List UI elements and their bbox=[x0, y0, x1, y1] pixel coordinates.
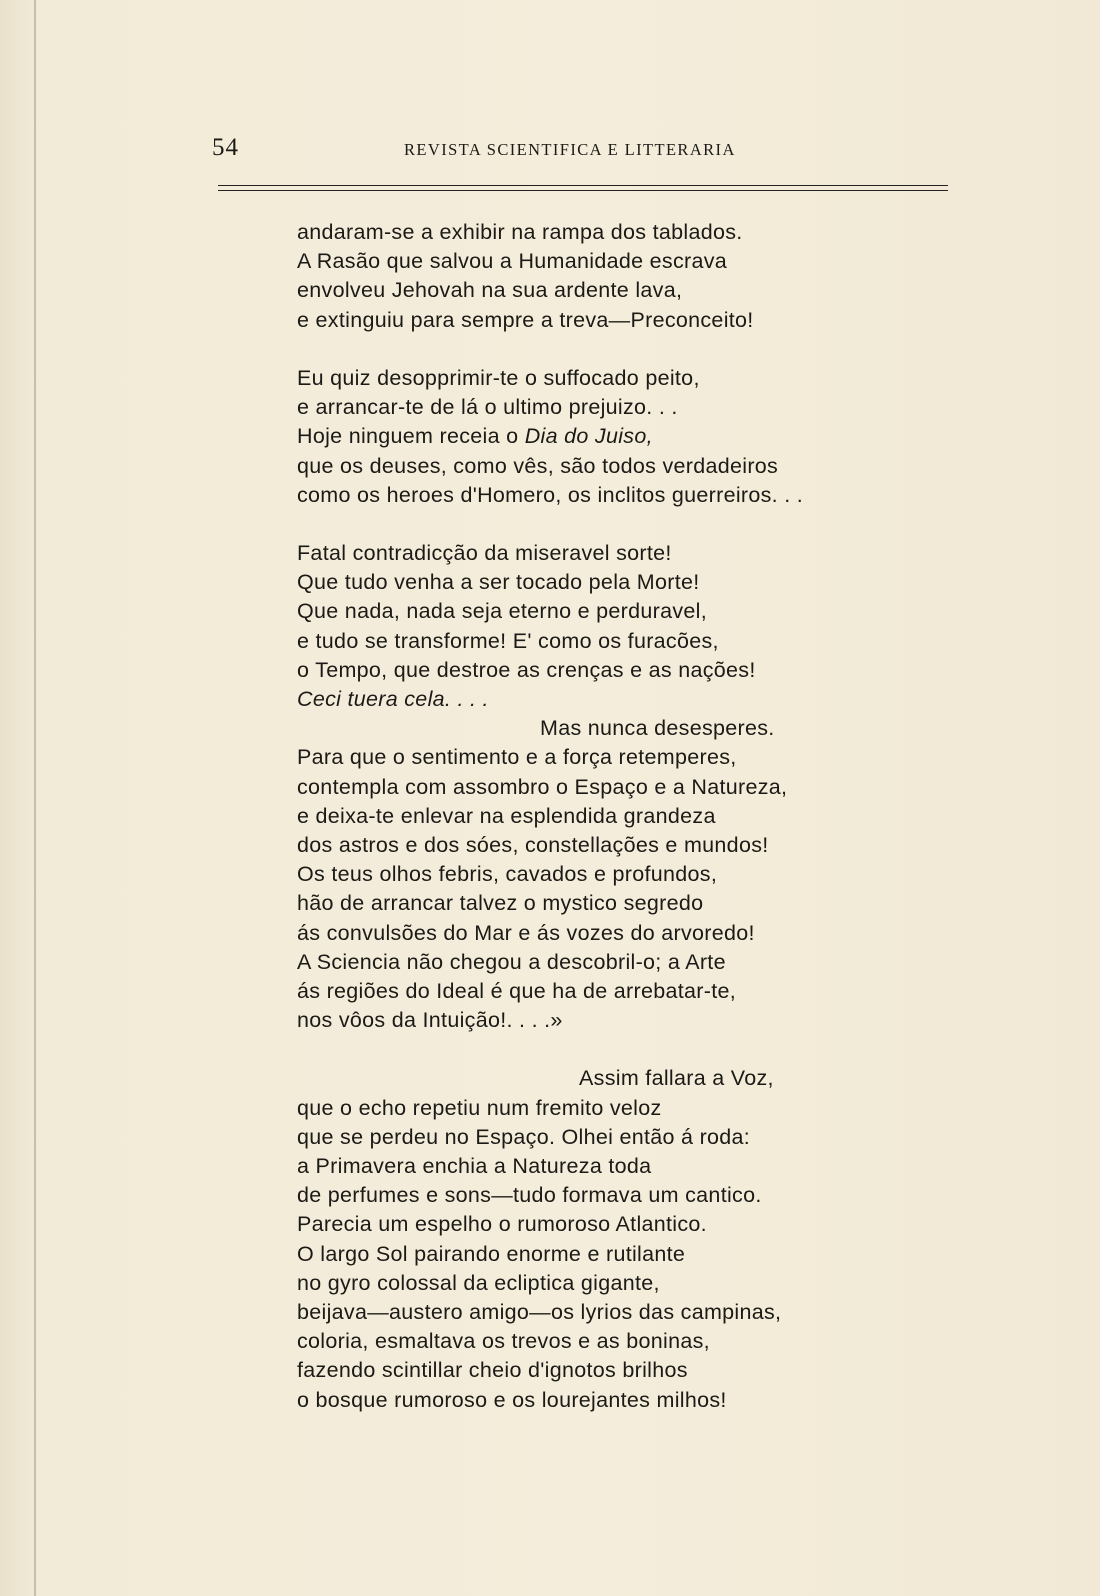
stanza-break bbox=[297, 335, 857, 364]
poem-line: Parecia um espelho o rumoroso Atlantico. bbox=[297, 1212, 707, 1237]
poem-line-indented: Assim fallara a Voz, bbox=[579, 1066, 774, 1091]
poem-line: Fatal contradicção da miseravel sorte! bbox=[297, 541, 672, 566]
page-number: 54 bbox=[212, 134, 239, 161]
poem-line-indented: Mas nunca desesperes. bbox=[540, 716, 775, 741]
poem-line: de perfumes e sons—tudo formava um cantico. bbox=[297, 1183, 762, 1208]
poem-line: envolveu Jehovah na sua ardente lava, bbox=[297, 278, 683, 303]
poem-line: no gyro colossal da ecliptica gigante, bbox=[297, 1270, 660, 1295]
poem-line: o bosque rumoroso e os lourejantes milhos! bbox=[297, 1387, 727, 1412]
poem-line: nos vôos da Intuição!. . . .» bbox=[297, 1008, 563, 1033]
poem-line: e tudo se transforme! E' como os furacões, bbox=[297, 628, 719, 653]
poem-line: A Sciencia não chegou a descobril-o; a Arte bbox=[297, 949, 726, 974]
poem-line-italic: Ceci tuera cela. . . . bbox=[297, 687, 489, 711]
poem-line: Que tudo venha a ser tocado pela Morte! bbox=[297, 570, 700, 595]
poem-line: O largo Sol pairando enorme e rutilante bbox=[297, 1241, 686, 1266]
poem-line: Os teus olhos febris, cavados e profundos, bbox=[297, 862, 718, 887]
poem-line: e arrancar-te de lá o ultimo prejuizo. . . bbox=[297, 395, 678, 420]
italic-phrase: Dia do Juiso, bbox=[524, 424, 653, 449]
header-rule-top bbox=[218, 185, 948, 186]
poem-line: a Primavera enchia a Natureza toda bbox=[297, 1154, 652, 1178]
poem-line: fazendo scintillar cheio d'ignotos brilhos bbox=[297, 1358, 688, 1383]
poem-line: que se perdeu no Espaço. Olhei então á roda: bbox=[297, 1124, 751, 1149]
poem-line: Que nada, nada seja eterno e perduravel, bbox=[297, 599, 708, 624]
poem-line: ás regiões do Ideal é que ha de arrebatar-te, bbox=[297, 978, 737, 1003]
poem-line: Eu quiz desopprimir-te o suffocado peito, bbox=[297, 365, 700, 390]
poem-line: o Tempo, que destroe as crenças e as nações! bbox=[297, 657, 756, 682]
poem-line: que o echo repetiu num fremito veloz bbox=[297, 1095, 662, 1120]
poem-line: e deixa-te enlevar na esplendida grandeza bbox=[297, 803, 716, 828]
poem-line: que os deuses, como vês, são todos verdadeiros bbox=[297, 453, 779, 478]
header-rule-bottom bbox=[218, 190, 948, 191]
page-header bbox=[212, 134, 948, 164]
poem-line: como os heroes d'Homero, os inclitos guerreiros. . . bbox=[297, 482, 804, 507]
poem-line: dos astros e dos sóes, constellações e mundos! bbox=[297, 832, 769, 857]
poem-line bbox=[297, 422, 857, 451]
poem-line: andaram-se a exhibir na rampa dos tablados. bbox=[297, 220, 743, 244]
running-title: REVISTA SCIENTIFICA E LITTERARIA bbox=[404, 140, 736, 159]
poem-line: ás convulsões do Mar e ás vozes do arvoredo! bbox=[297, 920, 755, 945]
poem-line: Para que o sentimento e a força retemperes, bbox=[297, 745, 737, 770]
poem-line: e extinguiu para sempre a treva—Preconceito! bbox=[297, 307, 754, 332]
poem-line: A Rasão que salvou a Humanidade escrava bbox=[297, 249, 728, 274]
poem-line: beijava—austero amigo—os lyrios das campinas, bbox=[297, 1299, 782, 1324]
poem-line: coloria, esmaltava os trevos e as boninas, bbox=[297, 1329, 710, 1354]
poem-line: hão de arrancar talvez o mystico segredo bbox=[297, 891, 704, 916]
page-edge bbox=[34, 0, 36, 1596]
poem-text bbox=[297, 218, 857, 1415]
stanza-break bbox=[297, 510, 857, 539]
stanza-break bbox=[297, 1035, 857, 1064]
poem-line-text: Hoje ninguem receia o bbox=[297, 424, 525, 449]
poem-line: contempla com assombro o Espaço e a Natureza, bbox=[297, 774, 788, 799]
